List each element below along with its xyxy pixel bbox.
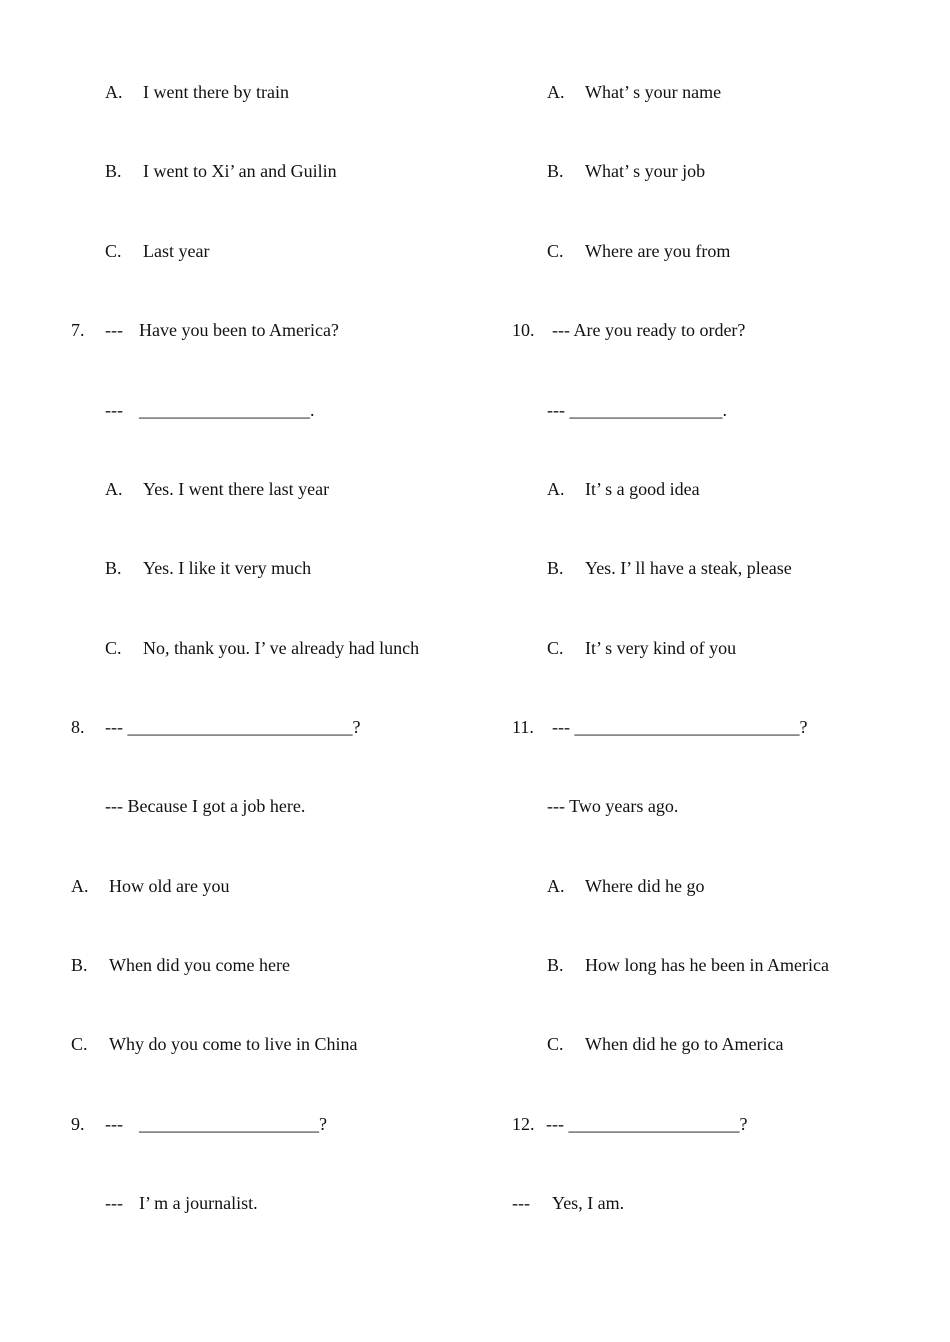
q7-option-a [87, 456, 329, 522]
option-letter: A. [105, 479, 123, 499]
option-letter: C. [547, 638, 564, 658]
option-text: When did you come here [109, 955, 290, 975]
q11-prompt [494, 694, 807, 760]
option-letter: B. [547, 558, 564, 578]
option-letter: A. [547, 479, 565, 499]
q10-prompt [494, 297, 745, 363]
q8-reply [87, 773, 305, 839]
reply-text: Yes, I am. [552, 1193, 625, 1213]
q7-answer-line [87, 377, 315, 443]
question-text: --- Are you ready to order? [552, 320, 746, 340]
option-letter: B. [547, 955, 564, 975]
q8-option-b [53, 932, 290, 998]
answer-blank: ___________________. [139, 400, 315, 420]
question-text: --- ___________________? [546, 1114, 748, 1134]
option-letter: C. [547, 1034, 564, 1054]
answer-blank: ____________________? [139, 1114, 327, 1134]
q12-reply [494, 1170, 624, 1236]
option-text: What’ s your job [585, 161, 706, 181]
option-text: What’ s your name [585, 82, 722, 102]
option-text: Yes. I like it very much [143, 558, 312, 578]
question-text: --- _________________________? [105, 717, 361, 737]
dash: --- [105, 320, 123, 340]
q10-option-b [529, 535, 792, 601]
q10-option-c [529, 615, 736, 681]
question-number: 12. [512, 1114, 535, 1134]
option-letter: C. [547, 241, 564, 261]
option-text: Yes. I went there last year [143, 479, 330, 499]
q9-option-a [529, 59, 721, 125]
question-text: Have you been to America? [139, 320, 339, 340]
question-number: 11. [512, 717, 534, 737]
option-text: No, thank you. I’ ve already had lunch [143, 638, 420, 658]
reply-text: --- Two years ago. [547, 796, 679, 816]
option-letter: A. [71, 876, 89, 896]
q8-prompt [53, 694, 360, 760]
q7-prompt [53, 297, 339, 363]
question-number: 7. [71, 320, 85, 340]
q9-prompt [53, 1091, 327, 1157]
q10-option-a [529, 456, 700, 522]
q6-option-b [87, 138, 337, 204]
option-text: How old are you [109, 876, 230, 896]
q12-prompt [494, 1091, 747, 1157]
dash: --- [105, 400, 123, 420]
option-text: Where are you from [585, 241, 731, 261]
question-number: 9. [71, 1114, 85, 1134]
q11-option-b [529, 932, 829, 998]
option-letter: C. [105, 638, 122, 658]
q6-option-a [87, 59, 289, 125]
option-text: I went there by train [143, 82, 289, 102]
option-text: It’ s a good idea [585, 479, 700, 499]
option-text: Why do you come to live in China [109, 1034, 358, 1054]
dash: --- [105, 1114, 123, 1134]
q8-option-a [53, 853, 229, 919]
option-text: I went to Xi’ an and Guilin [143, 161, 337, 181]
reply-text: --- Because I got a job here. [105, 796, 306, 816]
q10-answer-line [529, 377, 727, 443]
option-text: Where did he go [585, 876, 705, 896]
option-letter: B. [105, 161, 122, 181]
option-letter: B. [105, 558, 122, 578]
q11-option-a [529, 853, 704, 919]
q11-option-c [529, 1011, 783, 1077]
dash: --- [105, 1193, 123, 1213]
reply-text: I’ m a journalist. [139, 1193, 258, 1213]
option-text: When did he go to America [585, 1034, 784, 1054]
option-letter: A. [547, 82, 565, 102]
question-text: --- _________________________? [552, 717, 808, 737]
question-number: 10. [512, 320, 535, 340]
option-letter: C. [105, 241, 122, 261]
option-text: Last year [143, 241, 210, 261]
option-text: It’ s very kind of you [585, 638, 737, 658]
option-letter: B. [547, 161, 564, 181]
q7-option-c [87, 615, 419, 681]
option-letter: C. [71, 1034, 88, 1054]
q7-option-b [87, 535, 311, 601]
q8-option-c [53, 1011, 357, 1077]
dash: --- [512, 1193, 530, 1213]
q9-reply [87, 1170, 258, 1236]
q11-reply [529, 773, 678, 839]
q9-option-b [529, 138, 705, 204]
option-text: Yes. I’ ll have a steak, please [585, 558, 792, 578]
option-letter: B. [71, 955, 88, 975]
q6-option-c [87, 218, 209, 284]
option-letter: A. [547, 876, 565, 896]
option-letter: A. [105, 82, 123, 102]
q9-option-c [529, 218, 730, 284]
answer-blank: --- _________________. [547, 400, 727, 420]
question-number: 8. [71, 717, 85, 737]
option-text: How long has he been in America [585, 955, 829, 975]
